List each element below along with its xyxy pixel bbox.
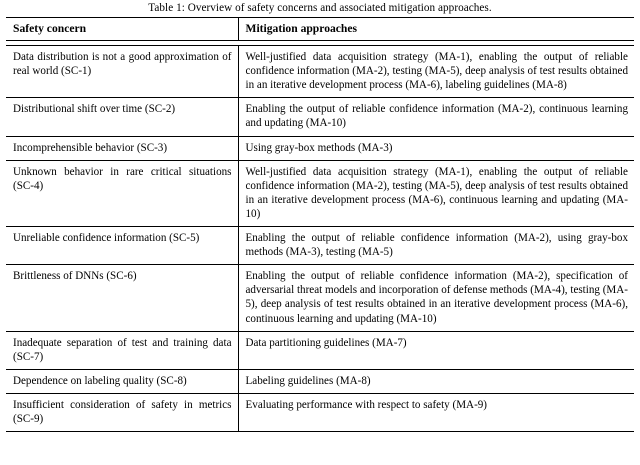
concern-text: Inadequate separation of test and training data (SC-7) [13, 336, 232, 363]
cell-safety-concern [6, 160, 238, 226]
mitigation-text: Enabling the output of reliable confidence information (MA-2), specification of adversarial threat models and incorporation of defense methods (MA-4), testing (MA-5), deep analysis of test results obtained in an iterative development process (MA-6), continuous learning and updating (MA-10) [245, 270, 628, 325]
table-body [6, 46, 634, 432]
cell-mitigation-approaches [238, 160, 634, 226]
concern-text: Incomprehensible behavior (SC-3) [13, 141, 168, 154]
cell-mitigation-approaches [238, 136, 634, 160]
table-row [6, 393, 634, 431]
table-header [6, 18, 634, 46]
mitigation-text: Well-justified data acquisition strategy (MA-1), enabling the output of reliable confidence information (MA-2), testing (MA-5), deep analysis of test results obtained in an iterative development process (MA-6), labeling guidelines (MA-8) [245, 51, 628, 92]
cell-safety-concern [6, 265, 238, 331]
cell-mitigation-approaches [238, 98, 634, 136]
concern-text: Insufficient consideration of safety in metrics (SC-9) [13, 398, 232, 425]
table-row [6, 369, 634, 393]
cell-safety-concern [6, 393, 238, 431]
mitigation-text: Enabling the output of reliable confidence information (MA-2), using gray-box methods (MA-3), testing (MA-5) [245, 232, 628, 259]
table-row [6, 265, 634, 331]
concern-text: Unknown behavior in rare critical situations (SC-4) [13, 165, 232, 192]
mitigation-text: Well-justified data acquisition strategy (MA-1), enabling the output of reliable confidence information (MA-2), testing (MA-5), deep analysis of test results obtained in an iterative development process (MA-6), continuous learning and updating (MA-10) [245, 165, 628, 220]
mitigation-text: Data partitioning guidelines (MA-7) [245, 336, 407, 349]
cell-safety-concern [6, 331, 238, 369]
concern-text: Dependence on labeling quality (SC-8) [13, 374, 187, 387]
mitigation-text: Enabling the output of reliable confidence information (MA-2), continuous learning and updating (MA-10) [245, 103, 628, 130]
mitigation-text: Evaluating performance with respect to safety (MA-9) [245, 398, 488, 411]
cell-safety-concern [6, 98, 238, 136]
cell-mitigation-approaches [238, 369, 634, 393]
cell-safety-concern [6, 46, 238, 98]
concern-text: Data distribution is not a good approximation of real world (SC-1) [13, 51, 232, 78]
table-row [6, 98, 634, 136]
mitigation-text: Using gray-box methods (MA-3) [245, 141, 393, 154]
cell-mitigation-approaches [238, 331, 634, 369]
table-row [6, 46, 634, 98]
table-header-row [6, 18, 634, 41]
cell-mitigation-approaches [238, 227, 634, 265]
concern-text: Brittleness of DNNs (SC-6) [13, 270, 137, 283]
cell-safety-concern [6, 227, 238, 265]
table-caption: Table 1: Overview of safety concerns and associated mitigation approaches. [148, 2, 492, 14]
mitigation-text: Labeling guidelines (MA-8) [245, 374, 371, 387]
table-row [6, 160, 634, 226]
cell-mitigation-approaches [238, 393, 634, 431]
column-header-mitigation-approaches: Mitigation approaches [238, 18, 634, 41]
table-row [6, 227, 634, 265]
cell-mitigation-approaches [238, 265, 634, 331]
column-header-safety-concern: Safety concern [6, 18, 238, 41]
concern-text: Unreliable confidence information (SC-5) [13, 232, 200, 245]
table-row [6, 331, 634, 369]
table-row [6, 136, 634, 160]
safety-concerns-table [6, 17, 634, 432]
table-container [6, 17, 634, 432]
cell-mitigation-approaches [238, 46, 634, 98]
cell-safety-concern [6, 369, 238, 393]
cell-safety-concern [6, 136, 238, 160]
concern-text: Distributional shift over time (SC-2) [13, 103, 176, 116]
